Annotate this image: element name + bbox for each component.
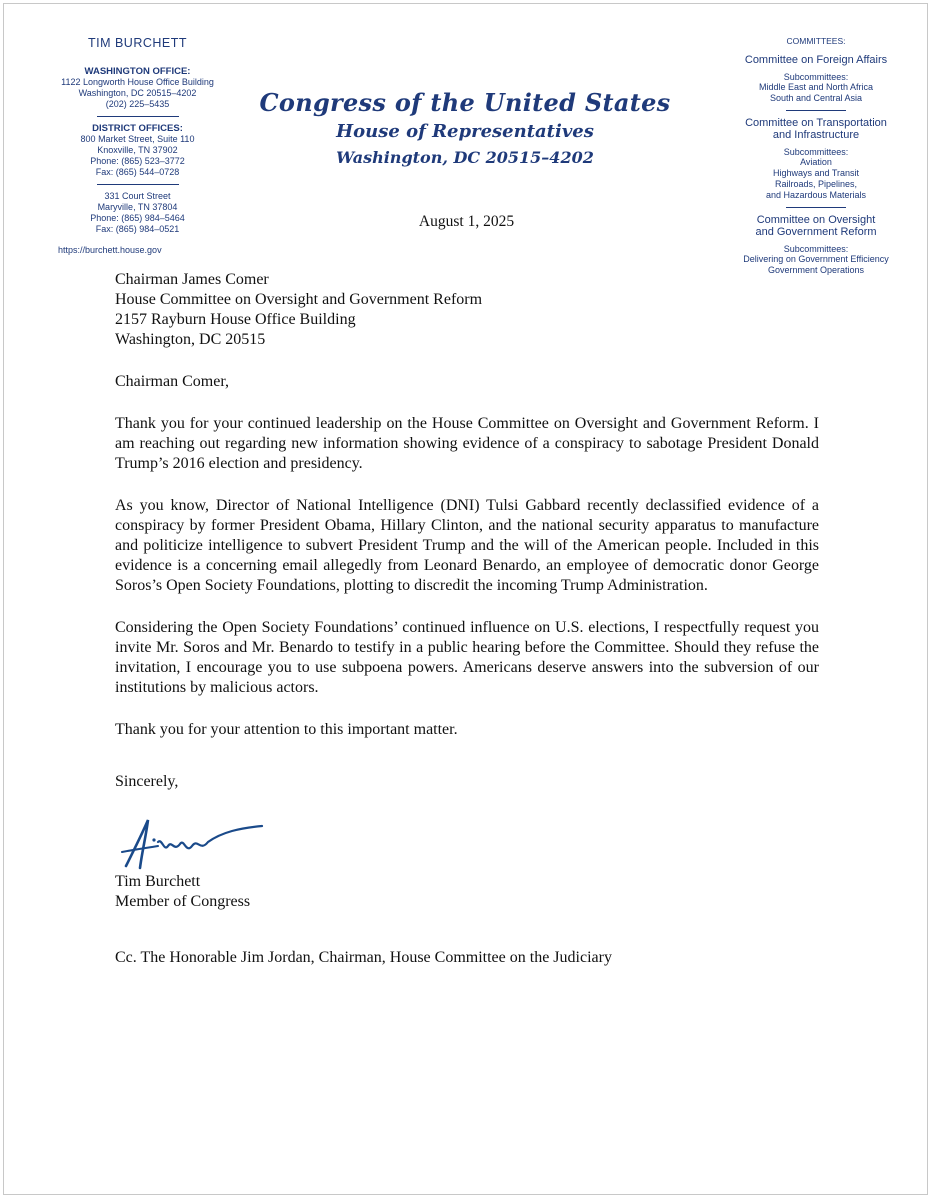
subcommittee: Aviation xyxy=(800,157,832,167)
divider xyxy=(786,207,846,208)
divider xyxy=(786,110,846,111)
letterhead-address: Washington, DC 20515–4202 xyxy=(336,148,594,167)
subcommittees-heading: Subcommittees: xyxy=(783,72,849,82)
district-office-line: Fax: (865) 984–0521 xyxy=(95,224,180,234)
closing: Sincerely, xyxy=(115,773,179,790)
recipient-line: 2157 Rayburn House Office Building xyxy=(115,311,356,328)
letterhead-house: House of Representatives xyxy=(336,121,594,142)
district-office-line: Maryville, TN 37804 xyxy=(97,202,178,212)
district-office-line: Phone: (865) 984–5464 xyxy=(90,213,185,223)
recipient-line: Washington, DC 20515 xyxy=(115,331,266,348)
committees-column xyxy=(727,36,905,276)
district-office-line: 800 Market Street, Suite 110 xyxy=(80,134,195,144)
washington-office-line: Washington, DC 20515–4202 xyxy=(78,88,197,98)
divider xyxy=(97,116,179,117)
committee-name: and Government Reform xyxy=(755,226,877,238)
washington-office-heading: WASHINGTON OFFICE: xyxy=(84,66,191,77)
subcommittee: Delivering on Government Efficiency xyxy=(743,254,889,264)
subcommittee: and Hazardous Materials xyxy=(765,190,867,200)
district-office-line: Knoxville, TN 37902 xyxy=(97,145,178,155)
washington-office-line: (202) 225–5435 xyxy=(105,99,170,109)
signer-block xyxy=(115,872,250,912)
subcommittee: Railroads, Pipelines, xyxy=(774,179,858,189)
washington-office-line: 1122 Longworth House Office Building xyxy=(61,77,214,87)
committee-name: Committee on Oversight xyxy=(756,214,876,226)
committee-name: Committee on Foreign Affairs xyxy=(744,54,888,66)
district-office-line: 331 Court Street xyxy=(104,191,171,201)
cc-line: Cc. The Honorable Jim Jordan, Chairman, House Committee on the Judiciary xyxy=(115,949,612,966)
subcommittee: Government Operations xyxy=(767,265,865,275)
divider xyxy=(97,184,179,185)
signer-title: Member of Congress xyxy=(115,893,251,910)
committee-name: Committee on Transportation xyxy=(745,117,887,129)
district-office-line: Phone: (865) 523–3772 xyxy=(90,156,185,166)
paragraph: Considering the Open Society Foundations’ continued influence on U.S. elections, I respectfully request you invite Mr. Soros and Mr. Benardo to testify in a public hearing before the Committee. Should they refuse the invitation, I encourage you to use subpoena powers. Americans deserve answers into the subversion of our institutions by malicious actors. xyxy=(115,619,819,696)
website-url: https://burchett.house.gov xyxy=(58,245,162,255)
letter-body xyxy=(115,270,819,792)
member-name: TIM BURCHETT xyxy=(87,36,188,50)
committees-heading: COMMITTEES: xyxy=(786,36,846,46)
subcommittee: South and Central Asia xyxy=(769,93,863,103)
letterhead xyxy=(250,88,680,167)
district-office-line: Fax: (865) 544–0728 xyxy=(95,167,180,177)
letterhead-congress: Congress of the United States xyxy=(259,88,671,117)
signature-image xyxy=(112,812,272,872)
paragraph: Thank you for your continued leadership on the House Committee on Oversight and Government Reform. I am reaching out regarding new information showing evidence of a conspiracy to sabotage President Donald Trump’s 2016 election and presidency. xyxy=(115,415,819,472)
recipient-address xyxy=(115,270,819,350)
salutation: Chairman Comer, xyxy=(115,373,229,390)
recipient-line: Chairman James Comer xyxy=(115,271,269,288)
recipient-line: House Committee on Oversight and Government Reform xyxy=(115,291,483,308)
district-offices-heading: DISTRICT OFFICES: xyxy=(92,123,183,134)
subcommittee: Highways and Transit xyxy=(772,168,860,178)
letter-date: August 1, 2025 xyxy=(418,213,515,230)
subcommittees-heading: Subcommittees: xyxy=(783,147,849,157)
paragraph: Thank you for your attention to this important matter. xyxy=(115,721,458,738)
paragraph: As you know, Director of National Intelligence (DNI) Tulsi Gabbard recently declassified evidence of a conspiracy by former President Obama, Hillary Clinton, and the national security apparatus to manufacture and politicize intelligence to subvert President Trump and the will of the American people. Included in this evidence is a concerning email allegedly from Leonard Benardo, an employee of democratic donor George Soros’s Open Society Foundations, plotting to discredit the incoming Trump Administration. xyxy=(115,497,819,594)
subcommittee: Middle East and North Africa xyxy=(758,82,874,92)
subcommittees-heading: Subcommittees: xyxy=(783,244,849,254)
committee-name: and Infrastructure xyxy=(772,129,860,141)
signer-name: Tim Burchett xyxy=(115,873,201,890)
